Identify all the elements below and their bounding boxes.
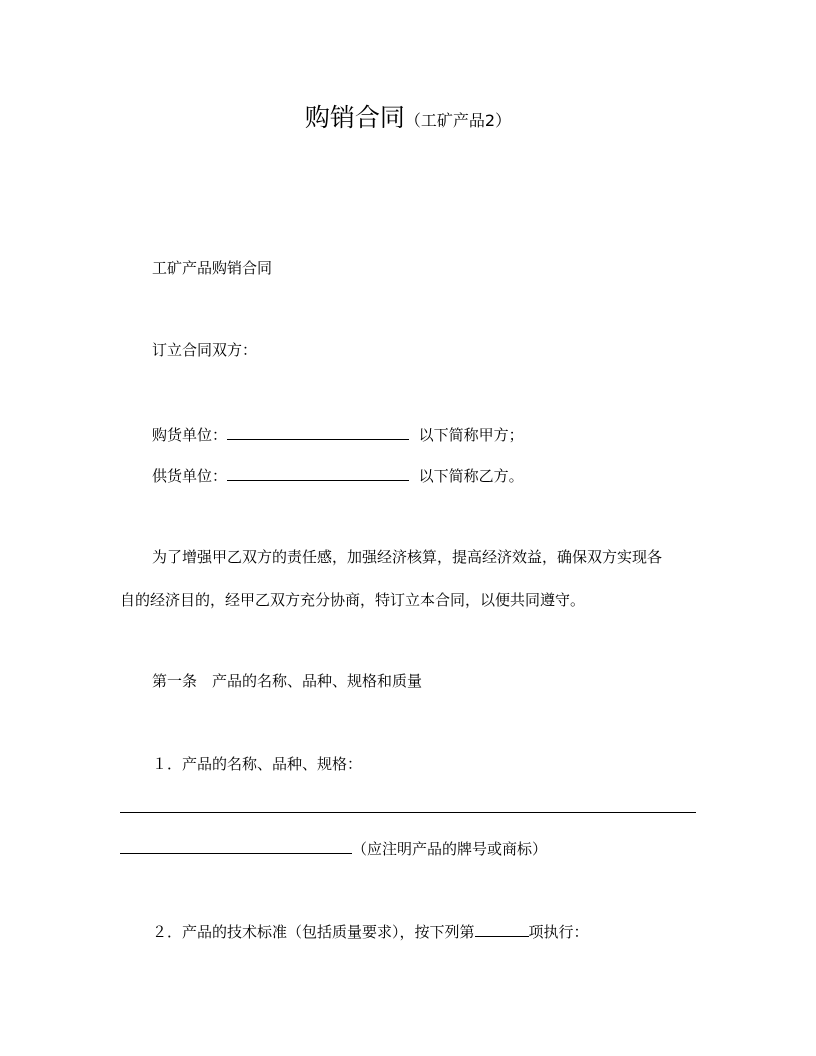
product-note: （应注明产品的牌号或商标） [352,840,548,858]
title-sub: （工矿产品2） [404,111,512,130]
buyer-blank[interactable] [227,423,409,440]
item-2-text: ２．产品的技术标准（包括质量要求），按下列第 [152,923,475,941]
standard-number-blank[interactable] [475,920,529,937]
preamble-line-1: 为了增强甲乙双方的责任感，加强经济核算，提高经济效益，确保双方实现各 [152,548,663,566]
buyer-line [152,423,524,445]
buyer-suffix: 以下简称甲方； [418,426,524,444]
product-note-line [120,837,547,859]
title-main: 购销合同 [304,103,405,132]
preamble-line-2: 自的经济目的，经甲乙双方充分协商，特订立本合同，以便共同遵守。 [120,591,586,609]
contract-name: 工矿产品购销合同 [152,259,273,277]
item-2-suffix: 项执行： [528,923,589,941]
seller-label: 供货单位： [152,467,228,485]
product-brand-blank[interactable] [120,837,352,854]
seller-suffix: 以下简称乙方。 [418,467,524,485]
article-1-item-2 [152,920,589,942]
article-1-item-1: １．产品的名称、品种、规格： [152,755,363,773]
article-1-heading: 第一条 产品的名称、品种、规格和质量 [152,672,423,690]
seller-blank[interactable] [227,464,409,481]
parties-heading: 订立合同双方： [152,341,258,359]
product-name-blank-line[interactable] [120,812,696,813]
buyer-label: 购货单位： [152,426,228,444]
document-title [0,98,816,134]
seller-line [152,464,524,486]
